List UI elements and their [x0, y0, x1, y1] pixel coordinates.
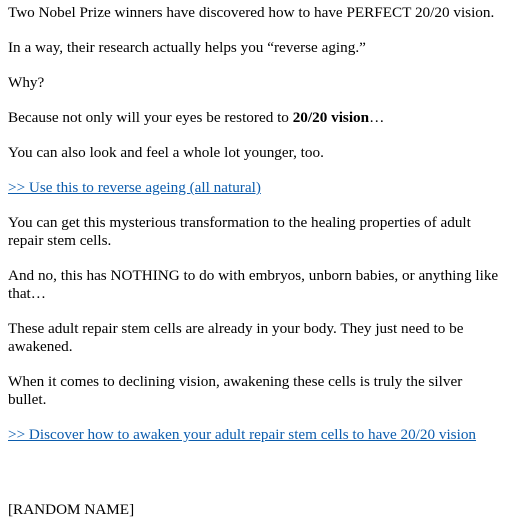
paragraph-stem-cells: You can get this mysterious transformation to the healing properties of adult repair stem cells.: [8, 214, 471, 249]
paragraph-already-in-body: These adult repair stem cells are already in your body. They just need to be awakened.: [8, 320, 464, 355]
paragraph-link-awaken-cells: [8, 426, 504, 444]
paragraph-look-younger: You can also look and feel a whole lot younger, too.: [8, 144, 324, 161]
paragraph-nobel-winners: Two Nobel Prize winners have discovered how to have PERFECT 20/20 vision.: [8, 4, 495, 21]
reverse-ageing-link[interactable]: >> Use this to reverse ageing (all natural): [8, 179, 261, 196]
eyes-restored-text: Because not only will your eyes be restored to: [8, 109, 293, 126]
ellipsis-text: …: [369, 109, 385, 126]
awaken-stem-cells-link[interactable]: >> Discover how to awaken your adult repair stem cells to have 20/20 vision: [8, 426, 477, 443]
vision-bold-text: 20/20 vision: [292, 109, 370, 126]
paragraph-link-reverse-ageing: [8, 179, 504, 197]
paragraph-silver-bullet: When it comes to declining vision, awakening these cells is truly the silver bullet.: [8, 373, 463, 408]
paragraph-why: Why?: [8, 74, 45, 91]
paragraph-no-embryos: And no, this has NOTHING to do with embryos, unborn babies, or anything like that…: [8, 267, 499, 302]
paragraph-reverse-aging: In a way, their research actually helps you “reverse aging.”: [8, 39, 366, 56]
paragraph-eyes-restored: [8, 109, 504, 127]
signature: [RANDOM NAME]: [8, 501, 135, 518]
